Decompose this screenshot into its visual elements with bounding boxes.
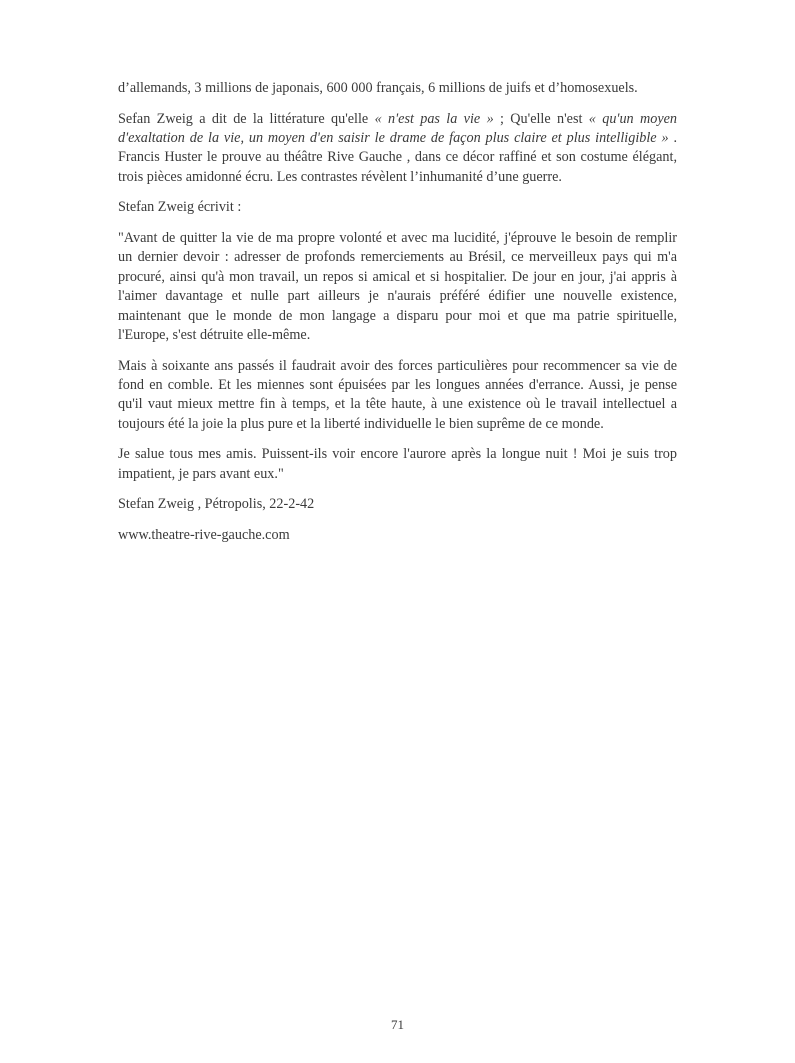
paragraph <box>118 495 677 514</box>
paragraph <box>118 357 677 435</box>
paragraph-text: Je salue tous mes amis. Puissent-ils voir encore l'aurore après la longue nuit ! Moi je suis trop impatient, je pars avant eux." <box>118 446 677 482</box>
paragraph-text: ; Qu'elle n'est <box>493 110 589 127</box>
page-number: 71 <box>391 1017 404 1032</box>
paragraph-text: www.theatre-rive-gauche.com <box>118 527 290 544</box>
paragraph <box>118 110 677 188</box>
paragraph-text: Mais à soixante ans passés il faudrait avoir des forces particulières pour recommencer sa vie de fond en comble. Et les miennes sont épuisées par les longues années d'errance. Aussi, je pense qu'il vaut mieux mettre fin à temps, et la tête haute, à une existence où le travail intellectuel a toujours été la joie la plus pure et la liberté individuelle le bien suprême de ce monde. <box>118 357 677 432</box>
paragraph-text: "Avant de quitter la vie de ma propre volonté et avec ma lucidité, j'éprouve le besoin de remplir un dernier devoir : adresser de profonds remerciements au Brésil, ce merveilleux pays qui m'a procuré, ainsi qu'à mon travail, un repos si amical et si hospitalier. De jour en jour, j'ai appris à l'aimer davantage et nulle part ailleurs je n'aurais préféré édifier une nouvelle existence, maintenant que le monde de mon langage a disparu pour moi et que ma patrie spirituelle, l'Europe, s'est détruite elle-même. <box>118 230 677 344</box>
paragraph-text: d’allemands, 3 millions de japonais, 600 000 français, 6 millions de juifs et d’homosexuels. <box>118 80 638 96</box>
paragraph <box>118 229 677 345</box>
paragraph-text: Sefan Zweig a dit de la littérature qu'elle <box>118 110 375 127</box>
paragraph-text: Stefan Zweig , Pétropolis, 22-2-42 <box>118 496 315 513</box>
paragraph <box>118 79 677 98</box>
italic-quote-text: « qu'un moyen d'exaltation de la vie, un moyen d'en saisir le drame de façon plus claire et plus intelligible » <box>118 110 678 146</box>
paragraph <box>118 198 677 217</box>
paragraph <box>118 526 677 545</box>
document-body <box>118 79 677 557</box>
paragraph <box>118 445 677 484</box>
paragraph-text: . Francis Huster le prouve au théâtre Rive Gauche , dans ce décor raffiné et son costume élégant, trois pièces amidonné écru. Les contrastes révèlent l’inhumanité d’une guerre. <box>118 130 677 185</box>
paragraph-text: Stefan Zweig écrivit : <box>118 199 242 216</box>
italic-quote-text: « n'est pas la vie » <box>374 110 494 127</box>
